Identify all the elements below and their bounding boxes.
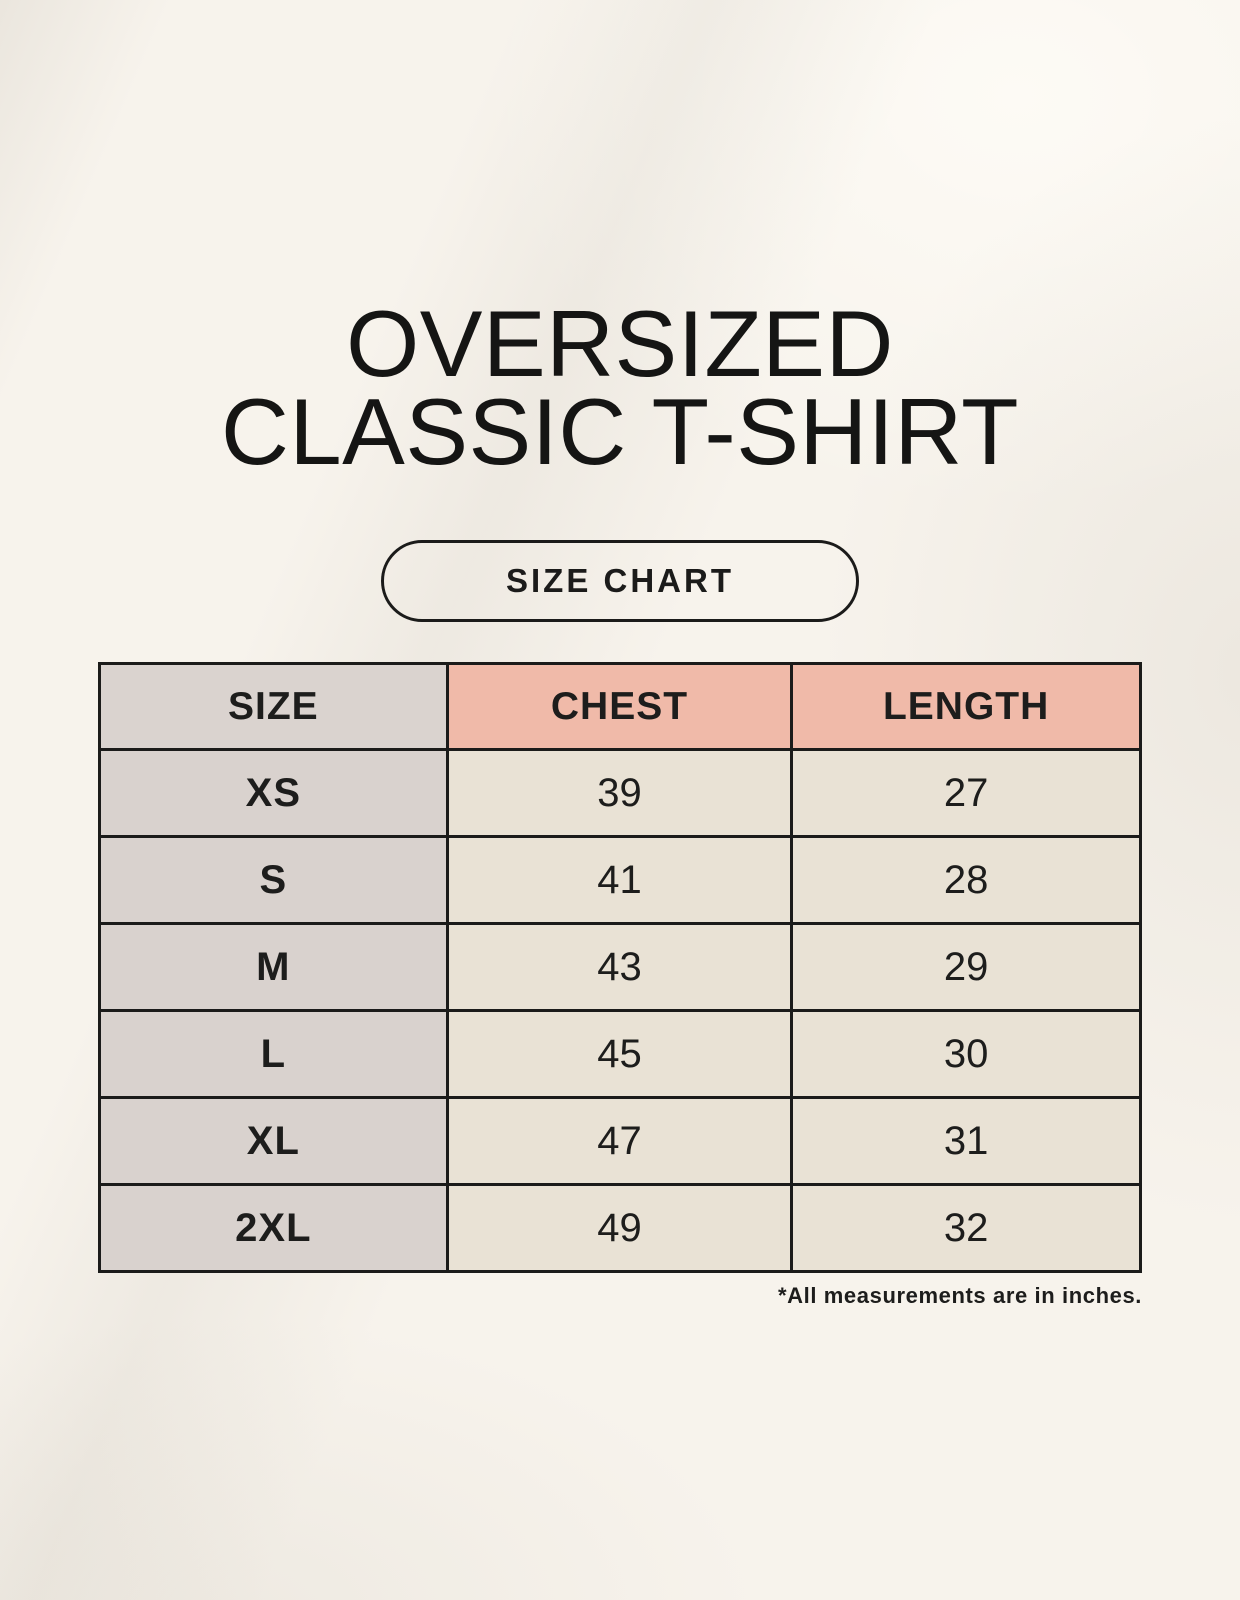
chest-value: 47 [447,1098,792,1185]
chest-value: 41 [447,837,792,924]
length-value: 29 [792,924,1141,1011]
size-label: S [100,837,448,924]
size-chart-table [98,662,1142,1273]
chest-value: 49 [447,1185,792,1272]
chest-value: 45 [447,1011,792,1098]
size-label: XL [100,1098,448,1185]
table-row [100,924,1141,1011]
size-chart-button[interactable]: SIZE CHART [381,540,859,622]
size-label: 2XL [100,1185,448,1272]
page-title [0,291,1240,484]
chest-value: 39 [447,750,792,837]
table-row [100,750,1141,837]
size-label: L [100,1011,448,1098]
page-title-line1: OVERSIZED [346,291,894,396]
size-label: XS [100,750,448,837]
column-header-length: LENGTH [792,664,1141,750]
page-title-line2: CLASSIC T-SHIRT [220,379,1019,484]
table-row [100,1098,1141,1185]
length-value: 32 [792,1185,1141,1272]
table-row [100,837,1141,924]
column-header-chest: CHEST [447,664,792,750]
chest-value: 43 [447,924,792,1011]
length-value: 30 [792,1011,1141,1098]
length-value: 27 [792,750,1141,837]
length-value: 28 [792,837,1141,924]
size-label: M [100,924,448,1011]
table-row [100,1185,1141,1272]
measurements-footnote: *All measurements are in inches. [777,1283,1142,1308]
column-header-size: SIZE [100,664,448,750]
length-value: 31 [792,1098,1141,1185]
table-header-row [100,664,1141,750]
table-row [100,1011,1141,1098]
